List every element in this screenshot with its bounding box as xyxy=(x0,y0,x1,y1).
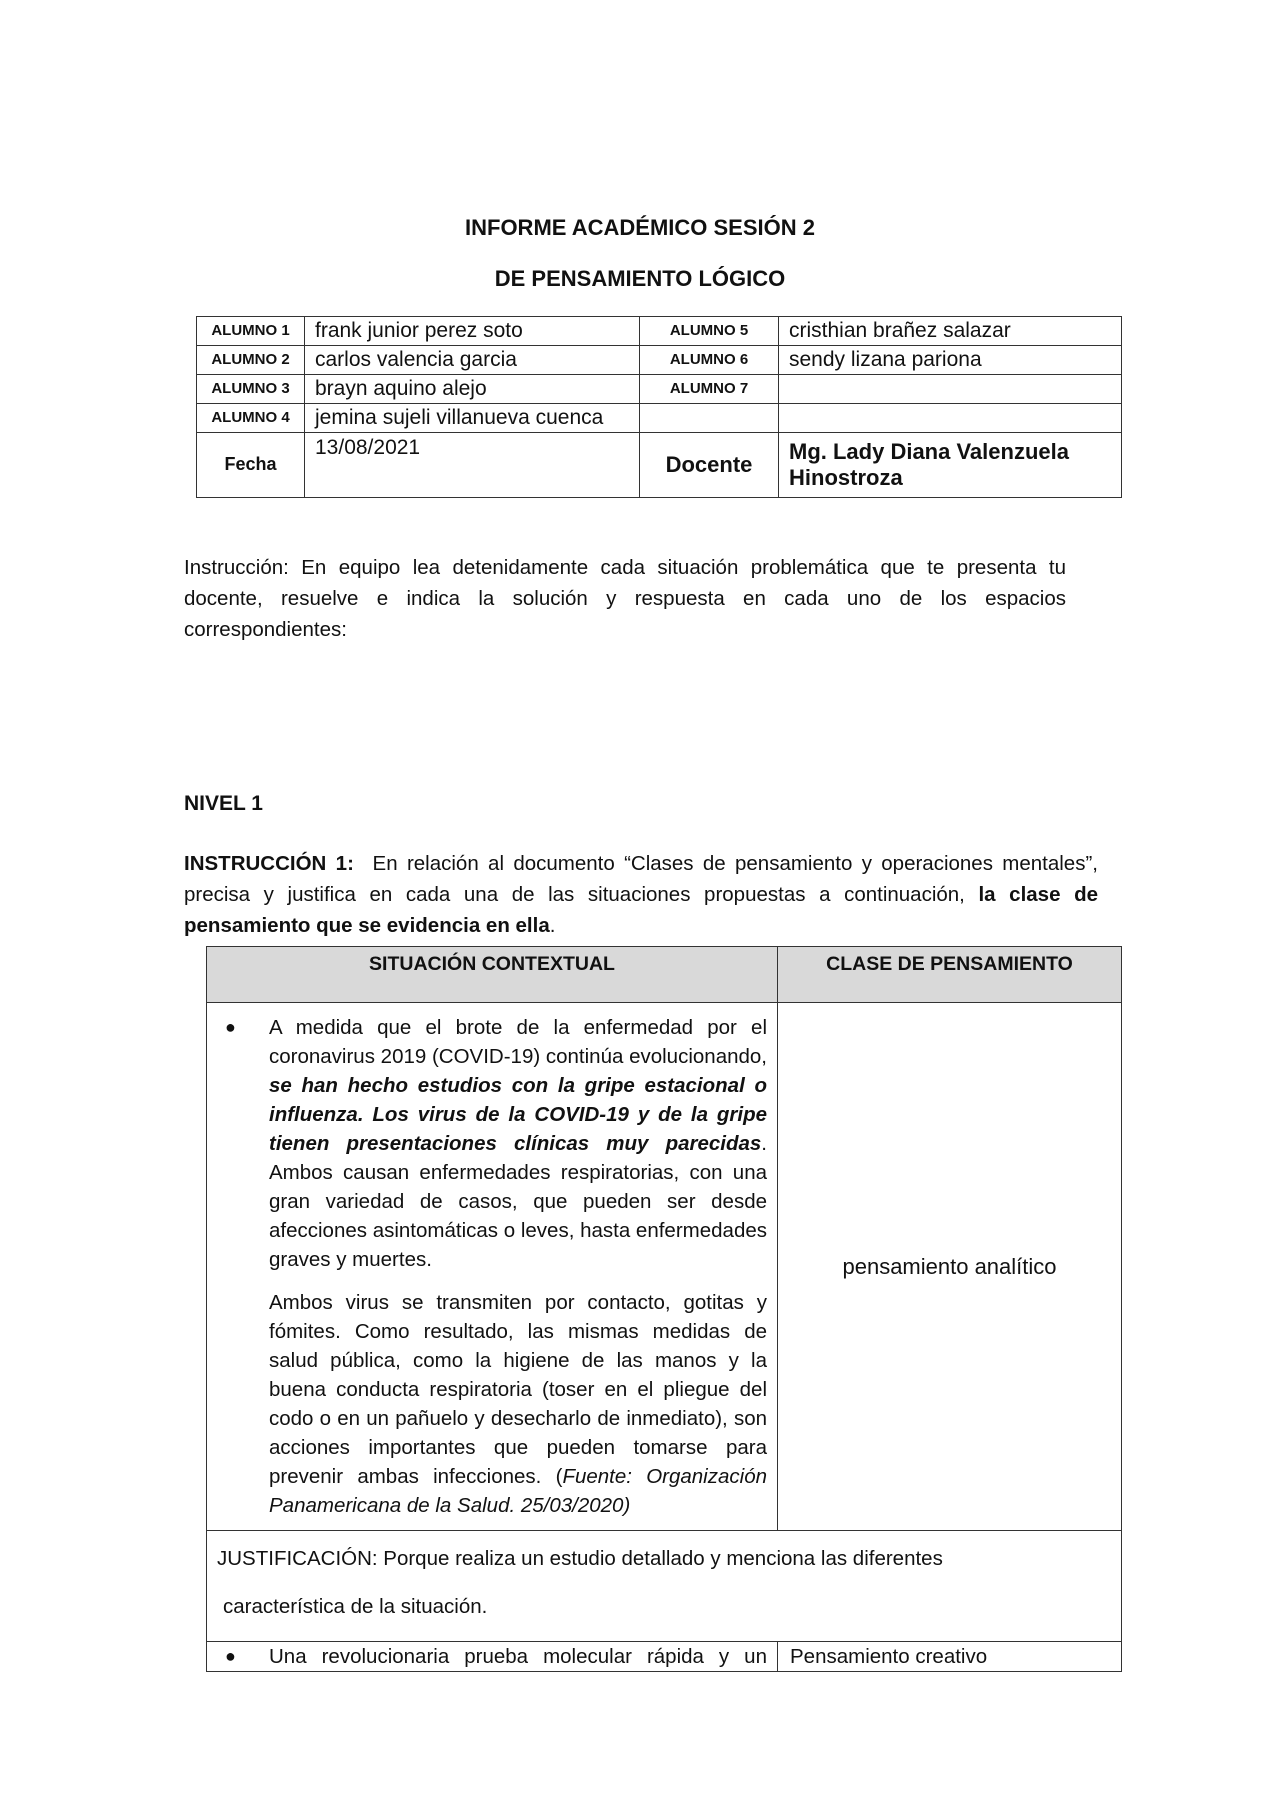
situation-cell xyxy=(207,1003,778,1531)
instruction-1-bold: la clase de pensamiento que se evidencia en ella xyxy=(184,883,1098,937)
student-name: jemina sujeli villanueva cuenca xyxy=(305,404,640,433)
student-label: ALUMNO 6 xyxy=(640,346,779,375)
column-header-thinking-class: CLASE DE PENSAMIENTO xyxy=(778,947,1122,1003)
bullet-icon: ● xyxy=(225,1646,236,1666)
thinking-classes-table xyxy=(206,946,1122,1672)
student-label: ALUMNO 2 xyxy=(197,346,305,375)
level-heading: NIVEL 1 xyxy=(184,792,263,815)
situation-highlight: se han hecho estudios con la gripe estacional o influenza. Los virus de la COVID-19 y de la gripe tienen presentaciones clínicas muy parecidas xyxy=(269,1074,767,1155)
date-value: 13/08/2021 xyxy=(305,433,640,498)
document-title: INFORME ACADÉMICO SESIÓN 2 xyxy=(465,215,815,240)
table-row xyxy=(197,404,1122,433)
student-label: ALUMNO 3 xyxy=(197,375,305,404)
thinking-class-answer: Pensamiento creativo xyxy=(778,1642,1122,1672)
student-name xyxy=(779,404,1122,433)
table-row xyxy=(197,346,1122,375)
table-row xyxy=(207,1642,1122,1672)
situation-text: Una revolucionaria prueba molecular rápida y un xyxy=(269,1645,767,1668)
instruction-paragraph: Instrucción: En equipo lea detenidamente cada situación problemática que te presenta tu docente, resuelve e indica la solución y respuesta en cada uno de los espacios correspondientes: xyxy=(184,556,1066,641)
situation-paragraph: Ambos virus se transmiten por contacto, gotitas y fómites. Como resultado, las mismas medidas de salud pública, como la higiene de las manos y la buena conducta respiratoria (toser en el pliegue del codo o en un pañuelo y desecharlo de inmediato), son acciones importantes que pueden tomarse para prevenir ambas infecciones. (Fuente: Organización Panamericana de la Salud. 25/03/2020) xyxy=(269,1291,767,1517)
student-label: ALUMNO 1 xyxy=(197,317,305,346)
thinking-class-answer: pensamiento analítico xyxy=(778,1003,1122,1531)
teacher-name: Mg. Lady Diana Valenzuela Hinostroza xyxy=(779,433,1122,498)
instruction-1-label: INSTRUCCIÓN 1: xyxy=(184,852,354,875)
table-row xyxy=(197,375,1122,404)
situation-paragraph: A medida que el brote de la enfermedad por el coronavirus 2019 (COVID-19) continúa evolucionando, se han hecho estudios con la gripe estacional o influenza. Los virus de la COVID-19 y de la gripe tienen presentaciones clínicas muy parecidas. Ambos causan enfermedades respiratorias, con una gran variedad de casos, que pueden ser desde afecciones asintomáticas o leves, hasta enfermedades graves y muertes. xyxy=(269,1016,767,1271)
student-name: sendy lizana pariona xyxy=(779,346,1122,375)
student-name: cristhian brañez salazar xyxy=(779,317,1122,346)
student-name xyxy=(779,375,1122,404)
table-row xyxy=(207,1531,1122,1642)
table-header-row xyxy=(207,947,1122,1003)
students-table xyxy=(196,316,1122,498)
justification-line: característica de la situación. xyxy=(223,1595,488,1618)
situation-cell xyxy=(207,1642,778,1672)
student-name: brayn aquino alejo xyxy=(305,375,640,404)
student-label: ALUMNO 5 xyxy=(640,317,779,346)
student-name: carlos valencia garcia xyxy=(305,346,640,375)
teacher-label: Docente xyxy=(640,433,779,498)
student-label: ALUMNO 7 xyxy=(640,375,779,404)
student-label xyxy=(640,404,779,433)
student-name: frank junior perez soto xyxy=(305,317,640,346)
table-row xyxy=(197,317,1122,346)
table-row xyxy=(207,1003,1122,1531)
student-label: ALUMNO 4 xyxy=(197,404,305,433)
bullet-icon: ● xyxy=(225,1017,236,1037)
justification-cell xyxy=(207,1531,1122,1642)
column-header-situation: SITUACIÓN CONTEXTUAL xyxy=(207,947,778,1003)
justification-line: JUSTIFICACIÓN: Porque realiza un estudio detallado y menciona las diferentes xyxy=(217,1547,943,1570)
instruction-1-end: . xyxy=(549,914,556,937)
situation-source: Fuente: Organización Panamericana de la Salud. 25/03/2020) xyxy=(269,1465,767,1517)
date-label: Fecha xyxy=(197,433,305,498)
document-subtitle: DE PENSAMIENTO LÓGICO xyxy=(494,266,786,291)
instruction-1-paragraph xyxy=(184,848,1098,941)
instruction-1-text: En relación al documento “Clases de pensamiento y operaciones mentales”, precisa y justifica en cada una de las situaciones propuestas a continuación, xyxy=(184,852,1098,906)
table-row xyxy=(197,433,1122,498)
